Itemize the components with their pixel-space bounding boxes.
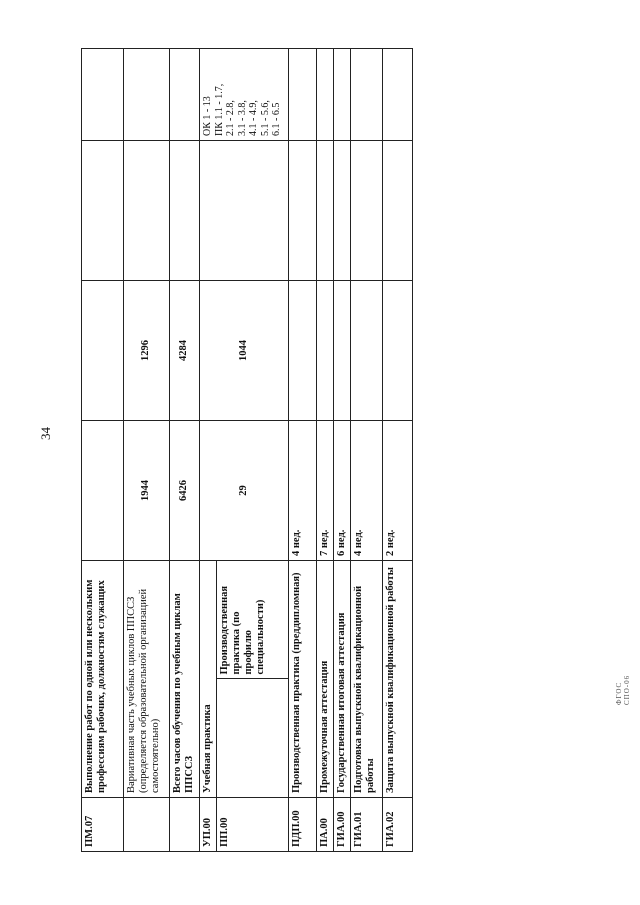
- cell-disc: [82, 141, 124, 281]
- cell-comp: [351, 49, 383, 141]
- cell-hours: [383, 281, 413, 421]
- cell-disc: [124, 141, 170, 281]
- cell-hours: [334, 281, 351, 421]
- row-code: ГИА.01: [351, 798, 383, 852]
- cell-max: 6426: [170, 421, 200, 561]
- cell-hours: [317, 281, 334, 421]
- curriculum-table: [81, 48, 411, 852]
- cell-comp: [170, 49, 200, 141]
- cell-weeks: 2 нед.: [383, 421, 413, 561]
- cell-disc: [351, 141, 383, 281]
- footer-code: ФГОС СПО-06: [615, 674, 631, 705]
- cell-weeks: 4 нед.: [351, 421, 383, 561]
- cell-competencies: ОК 1 - 13 ПК 1.1 - 1.7, 2.1 - 2.8, 3.1 - 3.8, 4.1 - 4.9, 5.1 - 5.6, 6.1 - 6.5: [200, 49, 289, 141]
- row-code: ПМ.07: [82, 798, 124, 852]
- cell-disc: [317, 141, 334, 281]
- cell-weeks: 4 нед.: [289, 421, 317, 561]
- cell-comp: [317, 49, 334, 141]
- cell-comp: [82, 49, 124, 141]
- row-name: Защита выпускной квалификационной работы: [383, 561, 413, 798]
- page-number: 34: [38, 427, 53, 440]
- cell-comp: [383, 49, 413, 141]
- cell-hours: [351, 281, 383, 421]
- cell-max: 29: [200, 421, 289, 561]
- row-name: Выполнение работ по одной или нескольким профессиям рабочих, должностям служащих: [82, 561, 124, 798]
- row-code: ПА.00: [317, 798, 334, 852]
- cell-disc: [200, 141, 289, 281]
- row-name: Производственная практика (по профилю специальности): [217, 561, 289, 680]
- row-code: [124, 798, 170, 852]
- cell-max: [82, 421, 124, 561]
- cell-disc: [289, 141, 317, 281]
- row-code: ГИА.02: [383, 798, 413, 852]
- row-name: Промежуточная аттестация: [317, 561, 334, 798]
- cell-max: 1944: [124, 421, 170, 561]
- cell-weeks: 7 нед.: [317, 421, 334, 561]
- row-name: Производственная практика (преддипломная): [289, 561, 317, 798]
- row-code: ПДП.00: [289, 798, 317, 852]
- row-code: [170, 798, 200, 852]
- cell-disc: [170, 141, 200, 281]
- cell-hours: 1044: [200, 281, 289, 421]
- row-name: Всего часов обучения по учебным циклам ППССЗ: [170, 561, 200, 798]
- row-code: ПП.00: [217, 798, 289, 852]
- cell-hours: 1296: [124, 281, 170, 421]
- cell-hours: [82, 281, 124, 421]
- cell-comp: [334, 49, 351, 141]
- row-name: Государственная итоговая аттестация: [334, 561, 351, 798]
- row-code: ГИА.00: [334, 798, 351, 852]
- cell-comp: [124, 49, 170, 141]
- row-name: Подготовка выпускной квалификационной работы: [351, 561, 383, 798]
- row-name: Вариативная часть учебных циклов ППССЗ (определяется образовательной организацией самостоятельно): [124, 561, 170, 798]
- cell-disc: [383, 141, 413, 281]
- cell-hours: 4284: [170, 281, 200, 421]
- cell-weeks: 6 нед.: [334, 421, 351, 561]
- row-name: Учебная практика: [200, 561, 217, 798]
- row-code: УП.00: [200, 798, 217, 852]
- cell-hours: [289, 281, 317, 421]
- cell-disc: [334, 141, 351, 281]
- indent-cell: [217, 679, 289, 798]
- cell-comp: [289, 49, 317, 141]
